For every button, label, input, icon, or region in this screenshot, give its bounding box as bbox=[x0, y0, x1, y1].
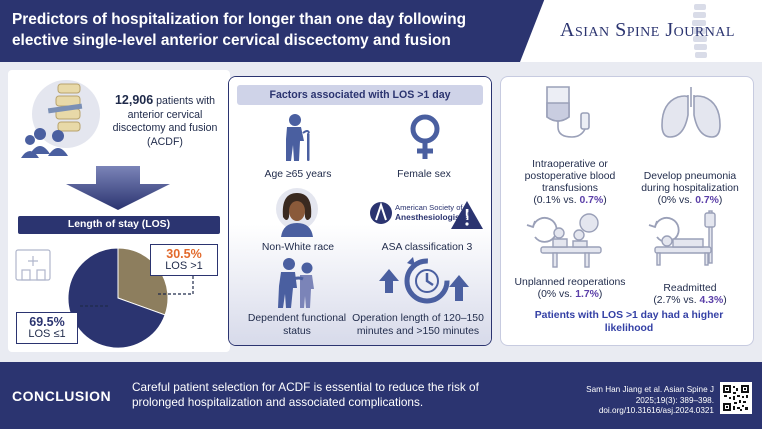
assisted-walking-icon bbox=[271, 257, 323, 311]
stat-suffix: ) bbox=[603, 195, 607, 206]
outcome-readmitted-stat bbox=[631, 295, 749, 307]
stat-highlight: 0.7% bbox=[579, 195, 604, 206]
outcome-transfusion bbox=[511, 159, 629, 207]
factor-functional: Dependent functional status bbox=[247, 313, 347, 337]
outcome-reoperation-label: Unplanned reoperations bbox=[514, 277, 626, 288]
stat-prefix: (0% vs. bbox=[657, 195, 696, 206]
journal-brand-text: Asian Spine Journal bbox=[560, 19, 735, 41]
female-symbol-icon bbox=[405, 113, 445, 163]
down-arrow-icon bbox=[66, 166, 170, 210]
citation-line1: Sam Han Jiang et al. Asian Spine J bbox=[586, 385, 714, 394]
hospital-outline-icon bbox=[16, 250, 50, 280]
outcome-pneumonia bbox=[631, 171, 749, 207]
asa-logo-icon bbox=[367, 193, 487, 237]
outcome-transfusion-stat bbox=[511, 195, 629, 207]
los-short-label: LOS ≤1 bbox=[28, 328, 66, 340]
factors-title: Factors associated with LOS >1 day bbox=[237, 85, 483, 105]
citation-line2: 2025;19(3): 389–398. bbox=[635, 395, 714, 405]
outcome-transfusion-label: Intraoperative or postoperative blood transfusions bbox=[524, 159, 616, 194]
los-long-box bbox=[150, 244, 218, 276]
los-pie-chart bbox=[8, 236, 230, 352]
stat-highlight: 0.7% bbox=[695, 195, 719, 206]
los-short-value: 69.5% bbox=[29, 315, 65, 329]
clock-arrows-icon bbox=[379, 253, 475, 309]
factor-female: Female sex bbox=[397, 169, 451, 180]
page-title: Predictors of hospitalization for longer than one day following elective single-level anterior cervical discectomy and fusion bbox=[12, 11, 467, 49]
surgery-icon bbox=[523, 209, 605, 269]
los-long-value: 30.5% bbox=[166, 247, 202, 261]
los-banner: Length of stay (LOS) bbox=[18, 216, 220, 234]
stat-highlight: 1.7% bbox=[575, 289, 599, 300]
cohort-count: 12,906 bbox=[114, 93, 154, 107]
factor-asa: ASA classification 3 bbox=[381, 242, 473, 253]
journal-brand[interactable] bbox=[560, 19, 735, 42]
cohort-panel bbox=[8, 70, 230, 352]
outcome-readmitted-label: Readmitted bbox=[663, 283, 717, 294]
outcomes-panel bbox=[500, 76, 754, 346]
stat-highlight: 4.3% bbox=[699, 295, 724, 306]
blood-transfusion-icon bbox=[541, 83, 595, 143]
outcome-pneumonia-stat bbox=[631, 195, 749, 207]
factor-race: Non-White race bbox=[261, 242, 335, 253]
asa-logo-line1: American Society of bbox=[395, 203, 463, 212]
outcome-reoperation-stat bbox=[511, 289, 629, 301]
spine-patients-icon bbox=[18, 78, 104, 160]
asa-logo-line2 bbox=[395, 212, 471, 222]
hospital-bed-icon bbox=[645, 207, 731, 271]
factors-panel bbox=[228, 76, 492, 346]
conclusion-text: Careful patient selection for ACDF is essential to reduce the risk of prolonged hospitalization and associated complications. bbox=[132, 380, 479, 409]
citation-line3: doi.org/10.31616/asj.2024.0321 bbox=[598, 406, 714, 415]
elderly-person-icon bbox=[277, 113, 317, 163]
woman-portrait-icon bbox=[275, 187, 319, 237]
stat-prefix: (2.7% vs. bbox=[653, 295, 700, 306]
stat-suffix: ) bbox=[723, 295, 727, 306]
los-short-box bbox=[16, 312, 78, 344]
stat-prefix: (0.1% vs. bbox=[533, 195, 580, 206]
qr-code-icon[interactable] bbox=[720, 382, 752, 414]
factor-age: Age ≥65 years bbox=[264, 169, 332, 180]
likelihood-note: Patients with LOS >1 day had a higher likelihood bbox=[534, 310, 724, 334]
los-long-label: LOS >1 bbox=[165, 260, 203, 272]
asa-logo-line2-text: Anesthesiologists bbox=[395, 212, 468, 222]
lungs-icon bbox=[661, 85, 721, 141]
asa-logo-mark: ® bbox=[467, 212, 471, 219]
cohort-text: patients with anterior cervical discectomy and fusion (ACDF) bbox=[112, 95, 218, 148]
cohort-description bbox=[106, 94, 224, 149]
conclusion-label: CONCLUSION bbox=[12, 388, 112, 404]
citation[interactable] bbox=[560, 385, 714, 417]
outcome-reoperation bbox=[511, 277, 629, 301]
outcome-readmitted bbox=[631, 283, 749, 307]
stat-suffix: ) bbox=[598, 289, 603, 300]
footer bbox=[0, 362, 762, 429]
header bbox=[0, 0, 762, 62]
factor-operation: Operation length of 120–150 minutes and >150 minutes bbox=[352, 313, 484, 337]
stat-prefix: (0% vs. bbox=[537, 289, 576, 300]
main-content bbox=[0, 62, 762, 362]
stat-suffix: ) bbox=[718, 195, 723, 206]
outcome-pneumonia-label: Develop pneumonia during hospitalization bbox=[641, 171, 739, 194]
